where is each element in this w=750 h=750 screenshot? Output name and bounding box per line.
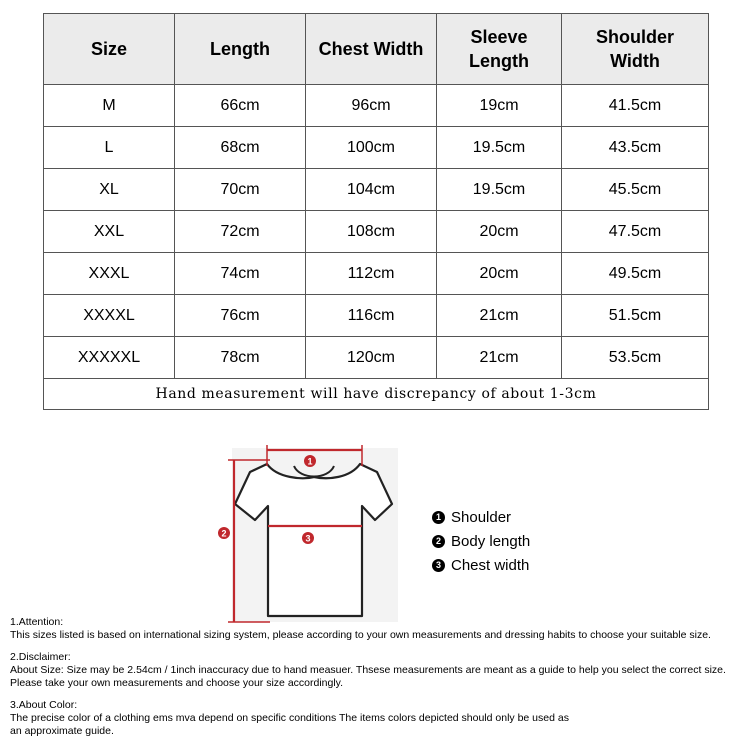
table-row	[44, 253, 709, 295]
column-header	[306, 14, 437, 85]
size-label-cell: XXXL	[44, 253, 175, 295]
table-row	[44, 127, 709, 169]
table-row	[44, 337, 709, 379]
measurement-cell: 20cm	[437, 253, 562, 295]
legend-item	[432, 553, 530, 577]
measurement-cell: 104cm	[306, 169, 437, 211]
legend-label: Chest width	[451, 556, 530, 574]
table-row	[44, 295, 709, 337]
marker-number: 3	[305, 533, 311, 544]
table-row	[44, 169, 709, 211]
measurement-cell: 41.5cm	[562, 85, 709, 127]
note-title: 3.About Color:	[10, 699, 78, 711]
column-header-text: Size	[90, 39, 128, 59]
column-header-text: Chest Width	[318, 39, 424, 59]
note-block	[10, 699, 745, 738]
size-label-cell: L	[44, 127, 175, 169]
note-text: This sizes listed is based on international sizing system, please according to your own measurements and dressing habits to choose your suitable size.	[10, 629, 711, 641]
note-text: The precise color of a clothing ems mva depend on specific conditions The items colors depicted should only be used as	[10, 712, 569, 724]
measurement-cell: 53.5cm	[562, 337, 709, 379]
column-header-text: Length	[469, 51, 529, 71]
column-header-text: Shoulder	[595, 27, 674, 47]
legend-number-icon: 3	[432, 559, 445, 572]
size-label-cell: XXXXL	[44, 295, 175, 337]
column-header-text: Width	[610, 51, 660, 71]
marker-2-icon	[218, 527, 230, 539]
measurement-cell: 20cm	[437, 211, 562, 253]
measurement-cell: 43.5cm	[562, 127, 709, 169]
note-title: 1.Attention:	[10, 616, 64, 628]
size-notes	[10, 616, 745, 747]
note-text: Please take your own measurements and choose your size accordingly.	[10, 677, 344, 689]
tshirt-measurement-diagram	[210, 444, 400, 626]
measurement-cell: 76cm	[175, 295, 306, 337]
size-chart-header	[44, 14, 709, 85]
measurement-cell: 116cm	[306, 295, 437, 337]
measurement-cell: 96cm	[306, 85, 437, 127]
measurement-cell: 120cm	[306, 337, 437, 379]
measurement-cell: 74cm	[175, 253, 306, 295]
column-header	[562, 14, 709, 85]
note-text: About Size: Size may be 2.54cm / 1inch inaccuracy due to hand measuer. Thsese measurements are meant as a guide to help you select the correct size.	[10, 664, 726, 676]
measurement-cell: 49.5cm	[562, 253, 709, 295]
column-header-text: Sleeve	[470, 27, 528, 47]
note-text: an approximate guide.	[10, 725, 114, 737]
note-title: 2.Disclaimer:	[10, 651, 71, 663]
measurement-cell: 19.5cm	[437, 127, 562, 169]
size-label-cell: XXL	[44, 211, 175, 253]
measurement-legend	[432, 505, 530, 577]
measurement-cell: 21cm	[437, 337, 562, 379]
measurement-cell: 66cm	[175, 85, 306, 127]
size-label-cell: XXXXXL	[44, 337, 175, 379]
tshirt-collar	[294, 466, 334, 477]
measurement-cell: 112cm	[306, 253, 437, 295]
size-chart-body	[44, 85, 709, 379]
legend-item	[432, 529, 530, 553]
marker-number: 2	[221, 528, 227, 539]
note-block	[10, 616, 745, 642]
measurement-cell: 72cm	[175, 211, 306, 253]
column-header	[437, 14, 562, 85]
measurement-cell: 47.5cm	[562, 211, 709, 253]
measurement-cell: 51.5cm	[562, 295, 709, 337]
marker-number: 1	[307, 456, 313, 467]
measurement-disclaimer: Hand measurement will have discrepancy of about 1-3cm	[44, 379, 709, 410]
measurement-cell: 19cm	[437, 85, 562, 127]
measurement-cell: 100cm	[306, 127, 437, 169]
measurement-cell: 78cm	[175, 337, 306, 379]
legend-number-icon: 2	[432, 535, 445, 548]
size-label-cell: XL	[44, 169, 175, 211]
size-chart-table	[43, 13, 709, 410]
measurement-cell: 70cm	[175, 169, 306, 211]
column-header	[175, 14, 306, 85]
measurement-cell: 108cm	[306, 211, 437, 253]
column-header	[44, 14, 175, 85]
measurement-cell: 21cm	[437, 295, 562, 337]
column-header-text: Length	[210, 39, 270, 59]
legend-label: Body length	[451, 532, 531, 550]
measurement-cell: 45.5cm	[562, 169, 709, 211]
marker-1-icon	[304, 455, 316, 467]
marker-3-icon	[302, 532, 314, 544]
note-block	[10, 651, 745, 690]
measurement-cell: 68cm	[175, 127, 306, 169]
table-row	[44, 211, 709, 253]
legend-label: Shoulder	[451, 508, 512, 526]
size-label-cell: M	[44, 85, 175, 127]
legend-item	[432, 505, 530, 529]
table-row	[44, 85, 709, 127]
measurement-cell: 19.5cm	[437, 169, 562, 211]
legend-number-icon: 1	[432, 511, 445, 524]
